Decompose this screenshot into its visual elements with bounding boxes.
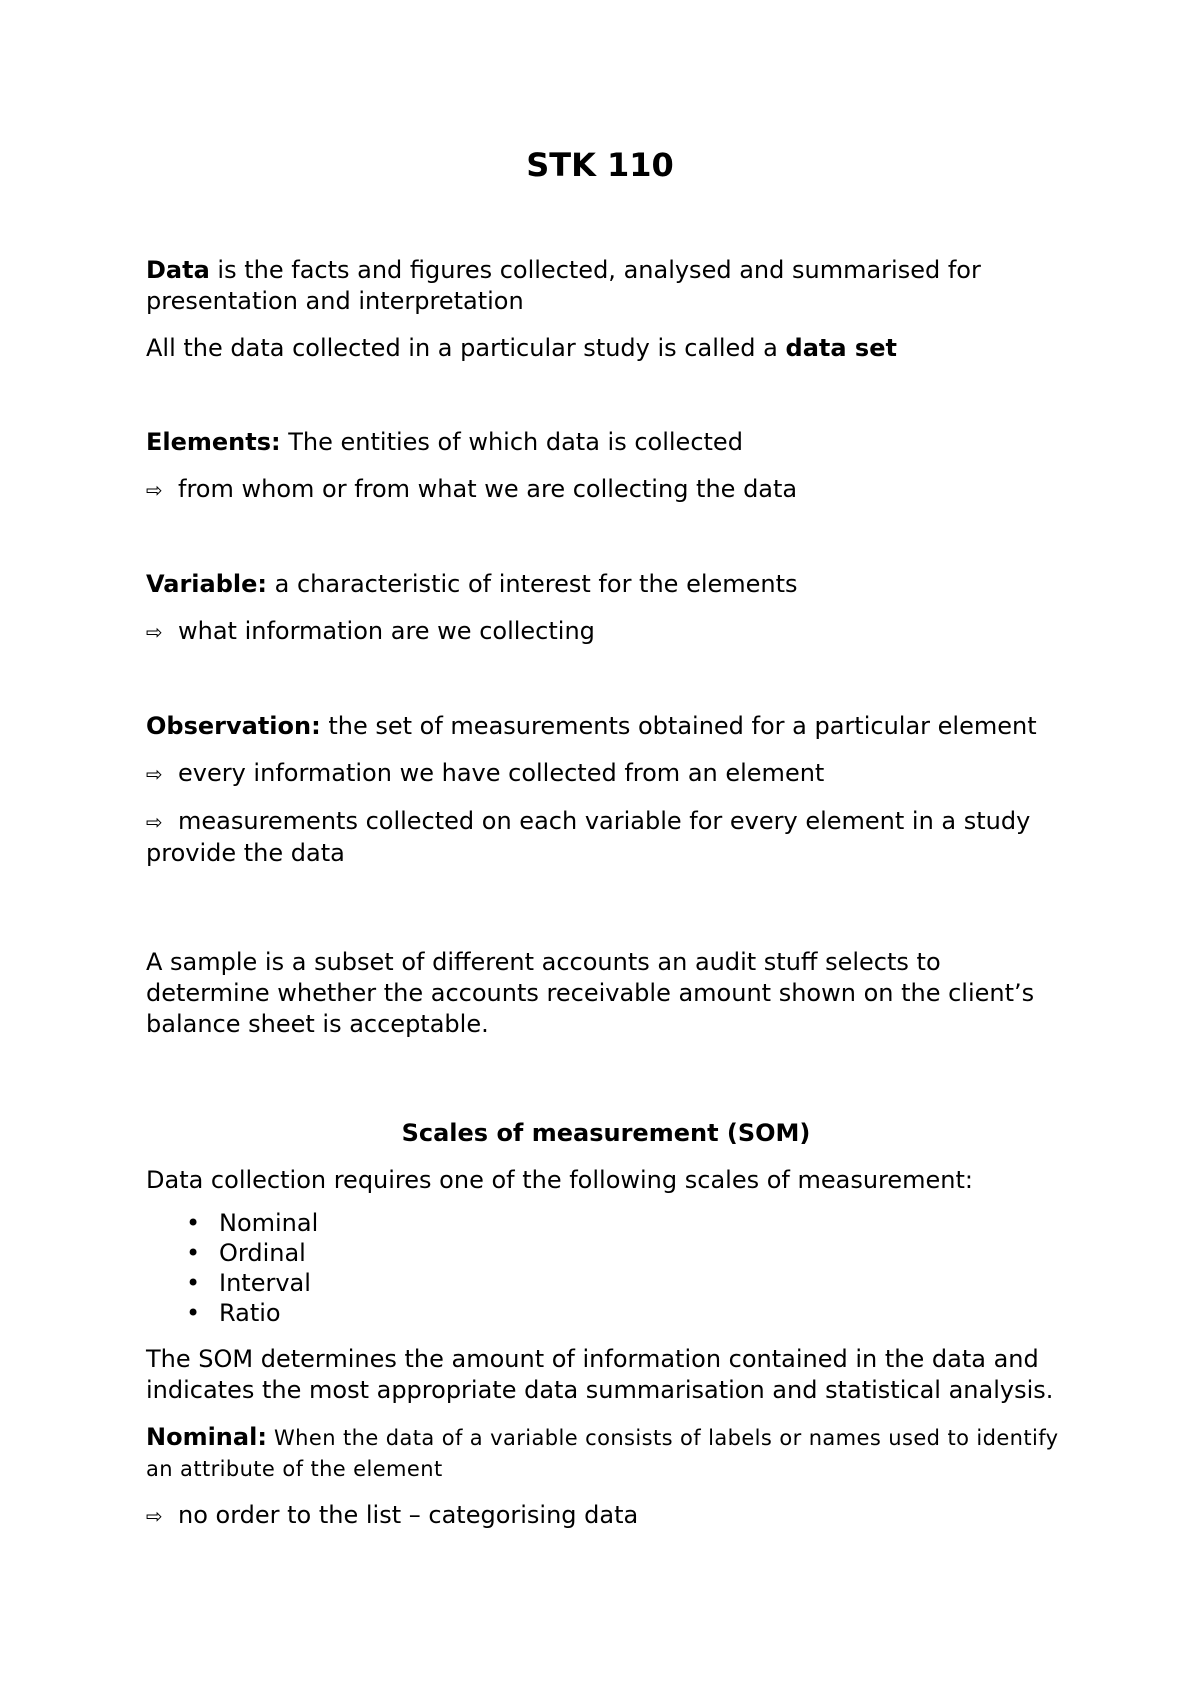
observation-arrow-line-1 <box>146 758 1066 790</box>
bullet-icon: • <box>186 1299 201 1327</box>
som-heading: Scales of measurement (SOM) <box>401 1119 811 1147</box>
list-item <box>146 1208 1066 1238</box>
variable-arrow-line <box>146 616 1066 648</box>
arrow-icon: ⇨ <box>146 620 163 644</box>
data-set-term: data set <box>785 334 897 362</box>
sample-paragraph: A sample is a subset of different accounts an audit stuff selects to determine whether the accounts receivable amount shown on the client’s balance sheet is acceptable. <box>146 948 1035 1038</box>
data-definition <box>146 255 1066 317</box>
nominal-arrow-line <box>146 1500 1066 1532</box>
variable-term: Variable: <box>146 570 267 598</box>
observation-arrow-line-2 <box>146 806 1066 869</box>
bullet-icon: • <box>186 1269 201 1297</box>
data-set-definition <box>146 333 1066 364</box>
observation-term: Observation: <box>146 712 321 740</box>
arrow-icon: ⇨ <box>146 762 163 786</box>
page-title: STK 110 <box>526 146 674 184</box>
observation-arrow-text-1: every information we have collected from an element <box>178 759 825 787</box>
observation-arrow-text-2: measurements collected on each variable for every element in a study provide the data <box>146 807 1031 867</box>
bullet-icon: • <box>186 1239 201 1267</box>
list-item <box>146 1268 1066 1298</box>
nominal-definition <box>146 1422 1066 1484</box>
arrow-icon: ⇨ <box>146 810 163 834</box>
elements-definition <box>146 427 1066 458</box>
som-intro: Data collection requires one of the following scales of measurement: <box>146 1166 974 1194</box>
arrow-icon: ⇨ <box>146 478 163 502</box>
variable-definition <box>146 569 1066 600</box>
document-body <box>146 255 1066 1532</box>
observation-definition <box>146 711 1066 742</box>
scale-label: Ratio <box>219 1299 281 1327</box>
elements-arrow-line <box>146 474 1066 506</box>
list-item <box>146 1238 1066 1268</box>
arrow-icon: ⇨ <box>146 1504 163 1528</box>
scale-label: Nominal <box>219 1209 319 1237</box>
scale-label: Ordinal <box>219 1239 306 1267</box>
som-description: The SOM determines the amount of information contained in the data and indicates the most appropriate data summarisation and statistical analysis. <box>146 1345 1054 1404</box>
observation-text: the set of measurements obtained for a particular element <box>320 712 1037 740</box>
elements-arrow-text: from whom or from what we are collecting the data <box>178 475 798 503</box>
nominal-term: Nominal: <box>146 1423 267 1451</box>
elements-text: The entities of which data is collected <box>280 428 743 456</box>
list-item <box>146 1298 1066 1328</box>
nominal-text: When the data of a variable consists of labels or names used to identify an attribute of the element <box>146 1426 1059 1481</box>
elements-term: Elements: <box>146 428 281 456</box>
bullet-icon: • <box>186 1209 201 1237</box>
nominal-arrow-text: no order to the list – categorising data <box>178 1501 639 1529</box>
data-definition-text: is the facts and figures collected, analysed and summarised for presentation and interpretation <box>146 256 981 315</box>
scale-label: Interval <box>219 1269 311 1297</box>
variable-text: a characteristic of interest for the elements <box>267 570 798 598</box>
scales-list <box>146 1208 1066 1328</box>
data-set-text: All the data collected in a particular study is called a <box>146 334 786 362</box>
data-term: Data <box>146 256 210 284</box>
variable-arrow-text: what information are we collecting <box>178 617 595 645</box>
